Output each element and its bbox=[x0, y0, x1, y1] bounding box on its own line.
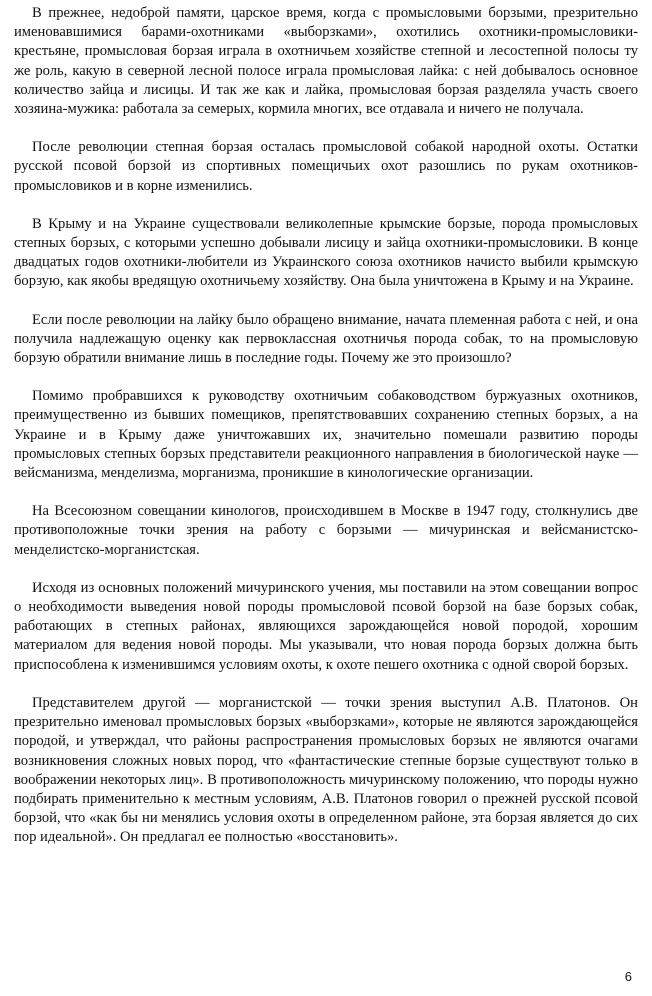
paragraph-1: В прежнее, недоброй памяти, царское время, когда с промысловыми борзыми, презрительно именовавшимися барами-охотниками «выборзками», охотились охотники-промысловики-крестьяне, промысловая борзая играла в охотничьем хозяйстве степной и лесостепной полосы ту же роль, какую в северной лесной полосе играла промысловая лайка: с ней добывалось основное количество зайца и лисицы. И так же как и лайка, промысловая борзая разделяла участь своего хозяина-мужика: работала за семерых, кормила многих, все отдавала и ничего не получала. bbox=[14, 5, 638, 118]
page-number: 6 bbox=[624, 969, 632, 984]
paragraph-8: Представителем другой — морганистской — точки зрения выступил А.В. Платонов. Он презрительно именовал промысловых борзых «выборзками», которые не являются зарождающейся породой, и утверждал, что районы распространения промысловых борзых не являются очагами возникновения сложных новых пород, что «фантастические степные борзые существуют только в воображении некоторых лиц». В противоположность мичуринскому положению, что породы нужно подбирать применительно к местным условиям, А.В. Платонов говорил о прежней русской псовой борзой, что «как бы ни менялись условия охоты в определенном районе, эта борзая является до сих пор идеальной». Он предлагал ее полностью «восстановить». bbox=[14, 694, 638, 846]
paragraph-2: После революции степная борзая осталась промысловой собакой народной охоты. Остатки русской псовой борзой из спортивных помещичьих охот разошлись по рукам охотников-промысловиков и в корне изменились. bbox=[14, 139, 638, 194]
paragraph-7: Исходя из основных положений мичуринского учения, мы поставили на этом совещании вопрос о необходимости выведения новой породы промысловой псовой борзой на базе борзых собак, работающих в степных районах, являющихся зарождающейся новой породой, хорошим материалом для ведения новой породы. Мы указывали, что новая порода борзых должна быть приспособлена к изменившимся условиям охоты, к охоте пешего охотника с одной сворой борзых. bbox=[14, 579, 638, 673]
paragraph-6: На Всесоюзном совещании кинологов, происходившем в Москве в 1947 году, столкнулись две противоположные точки зрения на работу с борзыми — мичуринская и вейсманистско-менделистско-морганистская. bbox=[14, 503, 638, 558]
paragraph-5: Помимо пробравшихся к руководству охотничьим собаководством буржуазных охотников, преимущественно из бывших помещиков, препятствовавших сохранению степных борзых, а на Украине и в Крыму даже уничтожавших их, значительно помешали развитию породы промысловых степных борзых представители реакционного направления в биологической науке — вейсманизма, менделизма, морганизма, проникшие в кинологические организации. bbox=[14, 388, 638, 482]
paragraph-4: Если после революции на лайку было обращено внимание, начата племенная работа с ней, и она получила надлежащую оценку как первоклассная охотничья порода собак, то на промысловую борзую обратили внимание лишь в последние годы. Почему же это произошло? bbox=[14, 311, 638, 367]
paragraph-3: В Крыму и на Украине существовали великолепные крымские борзые, порода промысловых степных борзых, с которыми успешно добывали лисицу и зайца охотники-промысловики. В конце двадцатых годов охотники-любители из Украинского союза охотников начисто выбили крымскую борзую, как якобы вредящую охотничьему хозяйству. Она была уничтожена в Крыму и на Украине. bbox=[14, 215, 638, 290]
